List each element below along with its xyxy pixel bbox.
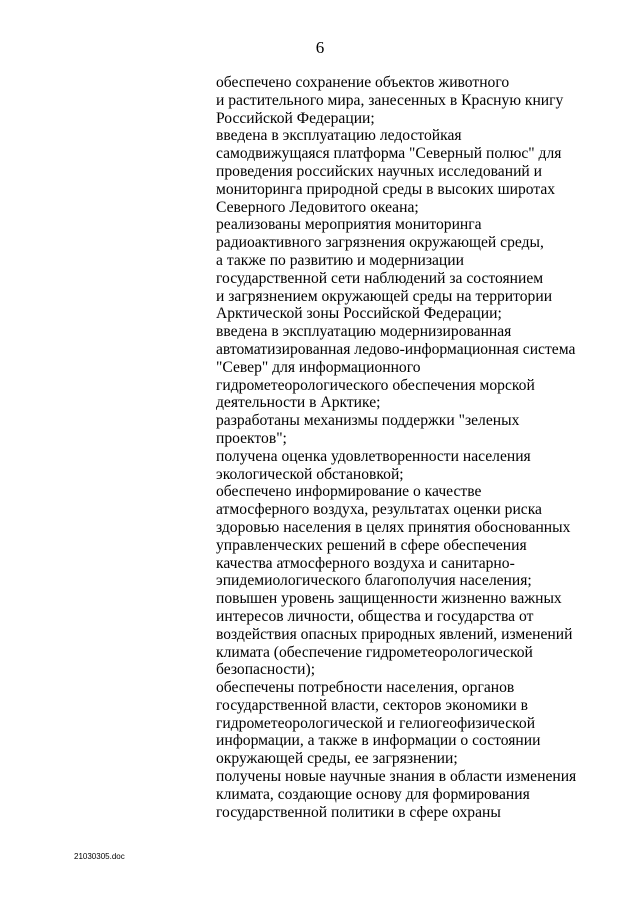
text-line: государственной власти, секторов экономики в <box>216 696 528 714</box>
text-line: радиоактивного загрязнения окружающей среды, <box>216 234 544 252</box>
text-line: здоровью населения в целях принятия обоснованных <box>216 518 571 536</box>
text-line: обеспечено информирование о качестве <box>216 483 482 501</box>
text-line: "Север" для информационного <box>216 358 421 376</box>
text-line: реализованы мероприятия мониторинга <box>216 216 482 234</box>
text-line: введена в эксплуатацию ледостойкая <box>216 127 462 145</box>
text-line: атмосферного воздуха, результатах оценки риска <box>216 501 542 519</box>
text-line: управленческих решений в сфере обеспечения <box>216 536 527 554</box>
text-line: повышен уровень защищенности жизненно важных <box>216 590 562 608</box>
text-line: Российской Федерации; <box>216 109 375 127</box>
text-line: климата, создающие основу для формирования <box>216 785 530 803</box>
text-line: интересов личности, общества и государства от <box>216 607 534 625</box>
text-line: информации, а также в информации о состоянии <box>216 732 541 750</box>
text-line: экологической обстановкой; <box>216 465 404 483</box>
text-line: получена оценка удовлетворенности населения <box>216 447 531 465</box>
text-line: качества атмосферного воздуха и санитарно- <box>216 554 515 572</box>
text-line: введена в эксплуатацию модернизированная <box>216 323 512 341</box>
text-line: и растительного мира, занесенных в Красную книгу <box>216 91 564 109</box>
page-number: 6 <box>315 38 325 57</box>
text-line: безопасности); <box>216 661 316 679</box>
text-line: гидрометеорологической и гелиогеофизической <box>216 714 536 732</box>
text-line: воздействия опасных природных явлений, изменений <box>216 625 573 643</box>
text-line: климата (обеспечение гидрометеорологической <box>216 643 533 661</box>
text-line: а также по развитию и модернизации <box>216 251 464 269</box>
text-line: государственной сети наблюдений за состоянием <box>216 269 544 287</box>
text-line: и загрязнением окружающей среды на территории <box>216 287 553 305</box>
text-line: окружающей среды, ее загрязнении; <box>216 750 458 768</box>
text-line: мониторинга природной среды в высоких широтах <box>216 180 556 198</box>
text-line: эпидемиологического благополучия населения; <box>216 572 532 590</box>
text-line: самодвижущаяся платформа "Северный полюс" для <box>216 145 562 163</box>
text-line: обеспечены потребности населения, органов <box>216 679 515 697</box>
text-line: государственной политики в сфере охраны <box>216 803 501 821</box>
text-line: гидрометеорологического обеспечения морской <box>216 376 535 394</box>
text-line: проектов"; <box>216 429 287 447</box>
text-line: проведения российских научных исследований и <box>216 162 542 180</box>
text-line: деятельности в Арктике; <box>216 394 381 412</box>
text-line: автоматизированная ледово-информационная система <box>216 340 576 358</box>
text-line: получены новые научные знания в области изменения <box>216 768 577 786</box>
text-line: разработаны механизмы поддержки "зеленых <box>216 412 520 430</box>
text-line: Северного Ледовитого океана; <box>216 198 419 216</box>
text-line: обеспечено сохранение объектов животного <box>216 74 510 91</box>
text-line: Арктической зоны Российской Федерации; <box>216 305 502 323</box>
body-text <box>216 74 616 821</box>
footer-filename: 21030305.doc <box>74 852 125 861</box>
